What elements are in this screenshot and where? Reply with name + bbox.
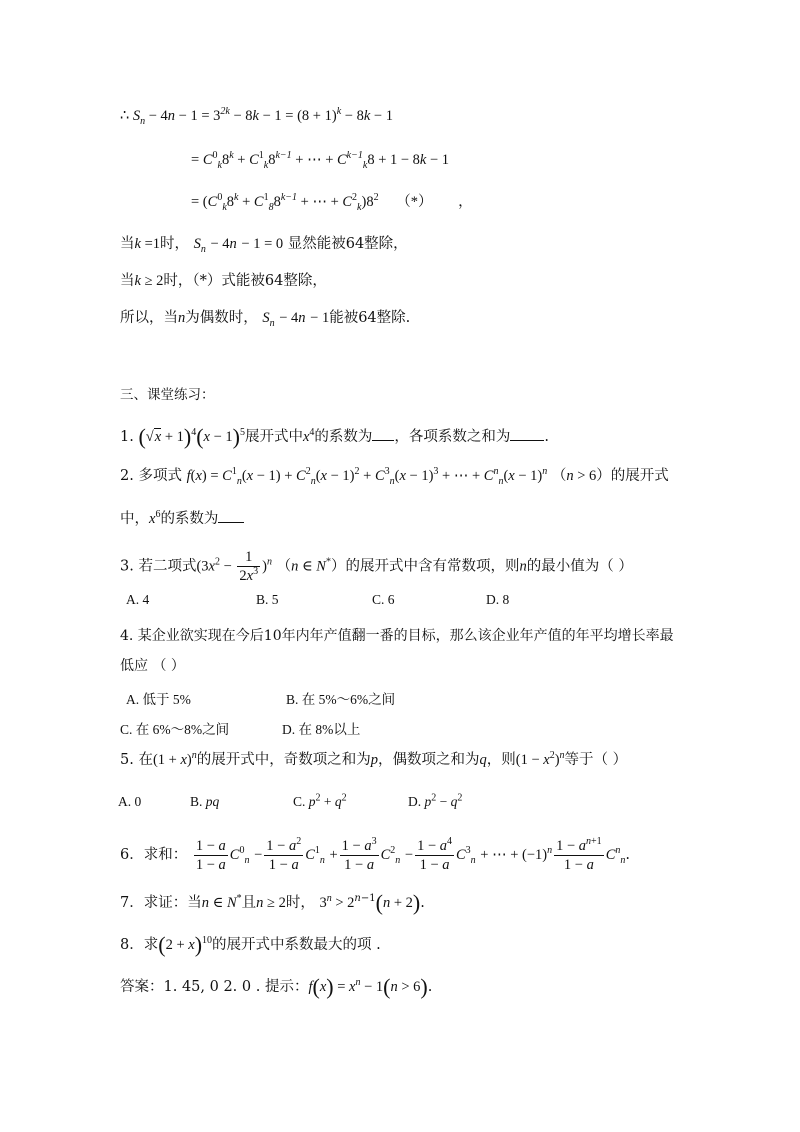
q5-option-c-label: C. [293, 794, 306, 809]
q1-mid: 展开式中 [244, 429, 303, 445]
question-1: 1. $(√x + 1)^4(x - 1)^5$展开式中$x^4$的系数为 ，各项系数之和为 . [120, 424, 550, 449]
q3-cond-text: ）的展开式中含有常数项，则 [330, 558, 520, 575]
q2-blank[interactable] [218, 508, 244, 523]
q6-label: 6．求和： [120, 847, 188, 863]
q3-option-b[interactable]: B. 5 [256, 592, 279, 607]
q8-tail: 的展开式中系数最大的项 . [212, 937, 381, 953]
q5-b: ，偶数项之和为 [378, 752, 480, 768]
case-k1-suffix: 时， [160, 236, 189, 252]
question-6: 6．求和： $\frac{1 - a}{1 - a}$ $C^0_n$ − $\frac{1 - a^2}{1 - a}$ $C^1_n$ + $\frac{1 - a^3}{1 - a}$ $C^2_n$ − $\frac{1 - a^4}{1 - a}$ $C^3_n$ + ⋯ + $(-1)^n$ $\frac{1 - a^{n+1}}{1 - a}$ $C^n_n$. [120, 835, 630, 873]
q1-blank-1[interactable] [372, 426, 394, 441]
question-4-line-1: 4. 某企业欲实现在今后10年内年产值翻一番的目标，那么该企业年产值的年平均增长率最 [120, 628, 674, 644]
answer-line: 答案：1. 45, 0 2. 0 . 提示：$f(x) = x^n - 1(n > 6)$. [120, 974, 433, 999]
proof-line-1: ∴ $S_n - 4n - 1 = 3^{2k} - 8k - 1 = (8 + 1)^k - 8k - 1$ [120, 106, 393, 127]
q5-a: 的展开式中，奇数项之和为 [196, 752, 371, 768]
q4-option-b[interactable]: B. 在 5%～6%之间 [286, 692, 396, 707]
q2-cond-close: ）的展开式 [596, 468, 669, 484]
question-8: 8．求$(2 + x)^{10}$的展开式中系数最大的项 . [120, 932, 381, 957]
question-3: 3. 若二项式($3x^2$ − $\frac{1}{2x^3}$ )$^n$ （n ∈ N*）的展开式中含有常数项，则n的最小值为（ ） [120, 549, 633, 584]
q4-option-d[interactable]: D. 在 8%以上 [282, 722, 361, 737]
case-k1-prefix: 当 [120, 236, 135, 252]
conclusion-tail: 能被64整除. [329, 310, 411, 326]
q4-option-c[interactable]: C. 在 6%～8%之间 [120, 722, 230, 737]
q7-end: . [420, 895, 425, 911]
q1-end: . [544, 429, 550, 445]
answer-end: . [427, 979, 433, 995]
star-note: （*） [396, 194, 433, 210]
question-2-line-2: 中，$x^6$的系数为 [120, 508, 244, 529]
q5-option-c[interactable]: C. $p^2 + q^2$ [293, 792, 347, 809]
q7-a: 且 [241, 895, 257, 911]
question-4-line-2: 低应 （ ） [120, 658, 185, 674]
q3-cond-open: （ [276, 558, 292, 575]
q3-option-d[interactable]: D. 8 [486, 592, 510, 607]
q5-number: 5. [120, 752, 134, 768]
q3-number: 3. [120, 558, 134, 575]
conclusion-mid: 为偶数时， [185, 310, 258, 326]
section-title: 三、课堂练习： [120, 387, 215, 403]
q2-line2-a: 中， [120, 511, 149, 527]
q4-option-a[interactable]: A. 低于 5% [126, 692, 191, 707]
q3-option-a[interactable]: A. 4 [126, 592, 150, 607]
q2-cond-open: （ [551, 468, 567, 484]
proof-conclusion: 所以，当n为偶数时， $S_n - 4n - 1$能被64整除. [120, 310, 411, 329]
q2-lead: 多项式 [138, 468, 182, 484]
q5-lead: 在 [138, 752, 153, 768]
case-k2: 当k ≥ 2时，（*）式能被64整除， [120, 273, 327, 289]
question-7: 7．求证：当n ∈ N*且n ≥ 2时， $3^n > 2^{n-1}(n + 2)$. [120, 890, 425, 915]
q7-b: 时， [285, 895, 315, 911]
case-k1-tail: 显然能被64整除， [287, 236, 408, 252]
conclusion-prefix: 所以，当 [120, 310, 178, 326]
proof-line-2: = $C^0_k8^k + C^1_k8^{k-1}$ + ⋯ + $C^{k-1}_k8 + 1 - 8k - 1$ [191, 150, 450, 171]
q1-text3: ，各项系数之和为 [394, 429, 511, 445]
q2-line2-b: 的系数为 [160, 511, 219, 527]
q6-end: . [625, 847, 630, 863]
therefore-symbol: ∴ [120, 108, 130, 124]
q5-option-d[interactable]: D. $p^2 - q^2$ [408, 792, 463, 809]
q3-lead: 若二项式 [138, 558, 197, 575]
q3-tail: 的最小值为（ ） [526, 558, 633, 575]
q5-option-b[interactable]: B. pq [190, 794, 220, 809]
question-2: 2. 多项式 $f(x) = C^1_n(x - 1) + C^2_n(x - 1)^2 + C^3_n(x - 1)^3$ + ⋯ + $C^n_n(x - 1)^n$ （n > 6）的展开式 [120, 466, 669, 487]
case-k2-prefix: 当 [120, 273, 135, 289]
case-k2-suffix: 时，（*）式能被64整除， [163, 273, 327, 289]
question-5: 5. 在$(1 + x)^n$的展开式中，奇数项之和为p，偶数项之和为q，则$(1 - x^2)^n$等于（ ） [120, 750, 628, 768]
q1-text2: 的系数为 [314, 429, 373, 445]
trailing-comma: ， [458, 194, 473, 210]
case-k1: 当k =1时， $S_n - 4n - 1 = 0$ 显然能被64整除， [120, 236, 408, 255]
answer-label: 答案：1. 45, 0 2. 0 . 提示： [120, 979, 309, 995]
q5-option-d-label: D. [408, 794, 422, 809]
q5-d: 等于（ ） [564, 752, 628, 768]
q7-label: 7．求证：当 [120, 895, 202, 911]
q5-option-a[interactable]: A. 0 [118, 794, 142, 809]
q3-option-c[interactable]: C. 6 [372, 592, 395, 607]
q1-blank-2[interactable] [510, 426, 544, 441]
q2-number: 2. [120, 468, 134, 484]
q8-label: 8．求 [120, 937, 159, 953]
proof-line-3: = ($C^0_k8^k + C^1_88^{k-1}$ + ⋯ + $C^2_k)8^2$ （*） ， [191, 192, 473, 213]
q5-c: ，则 [486, 752, 516, 768]
q1-number: 1. [120, 429, 134, 445]
q5-option-b-label: B. [190, 794, 203, 809]
